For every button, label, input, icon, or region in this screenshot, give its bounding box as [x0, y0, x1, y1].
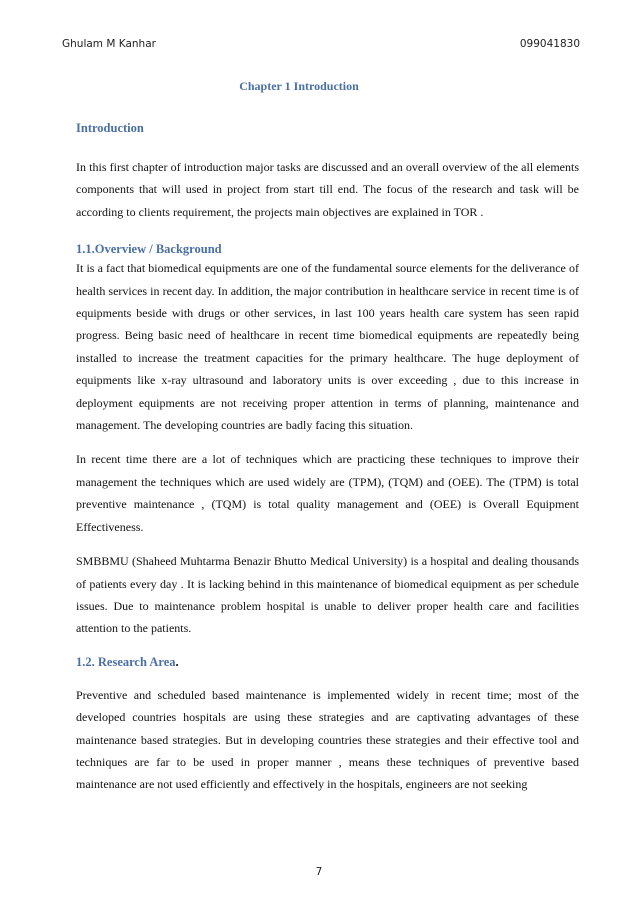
- overview-paragraph-3: SMBBMU (Shaheed Muhtarma Benazir Bhutto Medical University) is a hospital and dealing thousands of patients every day . It is lacking behind in this maintenance of biomedical equipment as per schedule issues. Due to maintenance problem hospital is unable to deliver proper health care and facilities attention to the patients.: [76, 554, 579, 636]
- chapter-title: Chapter 1 Introduction: [239, 79, 359, 93]
- research-heading: [76, 652, 579, 672]
- intro-heading: Introduction: [76, 121, 144, 135]
- research-heading-period: .: [175, 654, 179, 669]
- header-author: Ghulam M Kanhar: [62, 38, 156, 50]
- overview-paragraph-2: In recent time there are a lot of techniques which are practicing these techniques to improve their management the techniques which are used widely are (TPM), (TQM) and (OEE). The (TPM) is total preventive maintenance , (TQM) is total quality management and (OEE) is Overall Equipment Effectiveness.: [76, 452, 579, 534]
- page-header: [62, 38, 580, 54]
- page-body: [76, 118, 579, 796]
- overview-heading: 1.1.Overview / Background: [76, 242, 222, 257]
- intro-paragraph: In this first chapter of introduction major tasks are discussed and an overall overview of the all elements components that will used in project from start till end. The focus of the research and task will be according to clients requirement, the projects main objectives are explained in TOR .: [76, 160, 579, 219]
- research-paragraph: Preventive and scheduled based maintenance is implemented widely in recent time; most of the developed countries hospitals are using these strategies and are captivating advantages of these maintenance based strategies. But in developing countries these strategies and their effective tool and techniques are far to be used in proper manner , means these techniques of preventive based maintenance are not used efficiently and effectively in the hospitals, engineers are not seeking: [76, 687, 579, 792]
- research-heading-text: 1.2. Research Area: [76, 654, 176, 669]
- header-id: 099041830: [519, 38, 580, 50]
- overview-paragraph-1: It is a fact that biomedical equipments are one of the fundamental source elements for the deliverance of health services in recent day. In addition, the major contribution in healthcare service in recent time is of equipments beside with drugs or other services, in last 100 years health care system has seen rapid progress. Being basic need of healthcare in recent time biomedical equipments are repeatedly being installed to increase the treatment capacities for the primary healthcare. The huge deployment of equipments like x-ray ultrasound and laboratory units is over exceeding , due to this increase in deployment equipments are not receiving proper attention in terms of planning, maintenance and management. The developing countries are badly facing this situation.: [76, 261, 579, 433]
- page-number: 7: [315, 866, 323, 878]
